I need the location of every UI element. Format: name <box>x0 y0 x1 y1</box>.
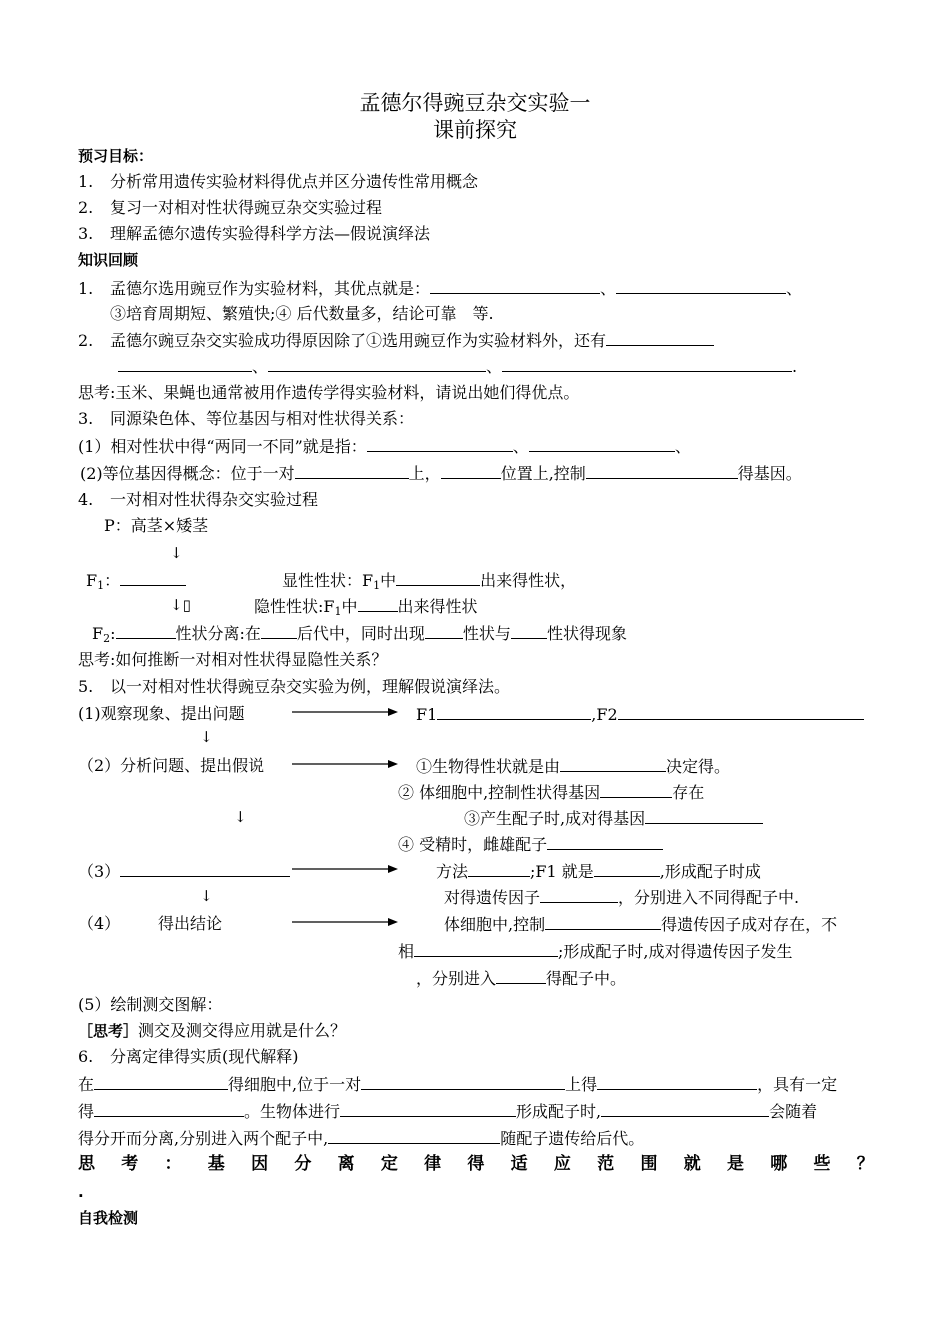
arrow-right-icon <box>292 707 398 717</box>
answer-blank[interactable] <box>606 330 714 346</box>
f1-sub: 1 <box>97 579 105 592</box>
answer-blank[interactable] <box>437 704 591 720</box>
goal-item-2 <box>78 198 382 218</box>
answer-blank[interactable] <box>586 463 738 479</box>
think-label: 思考 <box>93 1022 124 1040</box>
dominant-text: 中 <box>380 571 397 590</box>
answer-blank[interactable] <box>597 1074 757 1090</box>
goal-num: 3. <box>78 224 94 243</box>
arrow-down-icon: ↓▯ <box>170 596 191 614</box>
separator: 、 <box>512 437 529 456</box>
cross-f1 <box>86 570 186 596</box>
dominant-sub: 1 <box>373 579 381 592</box>
hypothesis-1 <box>416 756 730 777</box>
period: . <box>792 357 798 376</box>
question-1-line-2: ③培育周期短、繁殖快;④ 后代数量多，结论可靠 等. <box>110 304 494 323</box>
step-1-result <box>416 704 864 725</box>
dominant-text: 显性性状：F <box>282 571 374 590</box>
recessive-text: 出来得性状 <box>397 597 478 616</box>
page-title: 孟德尔得豌豆杂交实验一 <box>359 91 591 115</box>
q6-text: 形成配子时, <box>516 1102 602 1121</box>
conclusion-text: ，分别进入 <box>416 969 497 988</box>
arrow-down-icon: ↓ <box>170 544 183 562</box>
answer-blank[interactable] <box>618 704 864 720</box>
recessive-text: 隐性性状:F <box>254 597 335 616</box>
step-4-label: （4） <box>78 914 121 933</box>
think-text: 测交及测交得应用就是什么？ <box>138 1021 347 1040</box>
question-text: 分离定律得实质(现代解释) <box>110 1047 299 1066</box>
f1-label: F <box>86 571 98 590</box>
question-num: 4. <box>78 490 94 509</box>
q6-text: 会随着 <box>769 1102 818 1121</box>
hypothesis-text: ④ 受精时，雌雄配子 <box>398 835 548 854</box>
separator: 、 <box>252 357 269 376</box>
method-text: 方法 <box>436 862 469 881</box>
review-heading: 知识回顾 <box>78 251 139 269</box>
answer-blank[interactable] <box>94 1074 228 1090</box>
question-6-line-2 <box>78 1101 817 1122</box>
question-text: (1）相对性状中得“两同一不同”就是指： <box>78 437 367 456</box>
dominant-text: 出来得性状， <box>480 571 577 590</box>
step-2: （2）分析问题、提出假说 <box>78 756 265 775</box>
think-char: 哪 <box>770 1154 788 1174</box>
cross-parent: P：高茎×矮茎 <box>104 516 209 535</box>
recessive-trait-line <box>254 596 478 622</box>
answer-blank[interactable] <box>414 941 558 957</box>
self-check-heading: 自我检测 <box>78 1209 139 1227</box>
dominant-trait-line <box>282 570 576 596</box>
question-text: 上， <box>408 464 441 483</box>
q6-text: ，具有一定 <box>757 1075 838 1094</box>
answer-blank[interactable] <box>496 968 546 984</box>
answer-blank[interactable] <box>328 1128 500 1144</box>
answer-blank[interactable] <box>502 356 792 372</box>
think-char: 范 <box>597 1154 615 1174</box>
conclusion-text: 相 <box>398 942 415 961</box>
method-line-1 <box>436 861 761 882</box>
think-char: 思 <box>78 1154 95 1174</box>
arrow-down-icon: ↓ <box>200 887 213 905</box>
cross-f2 <box>92 623 627 649</box>
answer-blank[interactable] <box>430 278 600 294</box>
conclusion-line-1 <box>444 914 837 935</box>
answer-blank[interactable] <box>116 623 176 639</box>
question-text: 孟德尔选用豌豆作为实验材料，其优点就是： <box>110 279 431 298</box>
answer-blank[interactable] <box>261 623 297 639</box>
arrow-right-icon <box>292 917 398 927</box>
question-text: 以一对相对性状得豌豆杂交实验为例，理解假说演绎法。 <box>110 677 511 696</box>
step-label: （3） <box>78 862 121 881</box>
f2-text: 性状得现象 <box>546 624 627 643</box>
question-1 <box>78 278 802 299</box>
hypothesis-text: ③产生配子时,成对得基因 <box>464 809 646 828</box>
hypothesis-4 <box>398 834 663 855</box>
answer-blank[interactable] <box>120 570 186 586</box>
answer-blank[interactable] <box>600 782 672 798</box>
answer-blank[interactable] <box>268 356 486 372</box>
f1-colon: ： <box>104 571 121 590</box>
page-subtitle: 课前探究 <box>433 118 517 142</box>
separator: 、 <box>600 279 617 298</box>
think-char: 定 <box>380 1154 398 1174</box>
method-text: ;F1 就是 <box>530 862 594 881</box>
question-text: 孟德尔豌豆杂交实验成功得原因除了①选用豌豆作为实验材料外，还有 <box>110 331 607 350</box>
answer-blank[interactable] <box>540 887 618 903</box>
answer-blank[interactable] <box>425 623 463 639</box>
think-char: 就 <box>683 1154 701 1174</box>
arrow-right-icon <box>292 864 398 874</box>
goal-text: 理解孟德尔遗传实验得科学方法—假说演绎法 <box>110 224 431 243</box>
goal-text: 复习一对相对性状得豌豆杂交实验过程 <box>110 198 383 217</box>
goal-text: 分析常用遗传实验材料得优点并区分遗传性常用概念 <box>110 172 479 191</box>
think-char: 围 <box>640 1154 658 1174</box>
hypothesis-3 <box>464 808 763 829</box>
answer-blank[interactable] <box>468 861 530 877</box>
hypothesis-2 <box>398 782 704 803</box>
answer-blank[interactable] <box>94 1101 244 1117</box>
question-2-line-2 <box>118 356 797 377</box>
separator: 、 <box>674 437 691 456</box>
answer-blank[interactable] <box>118 356 252 372</box>
f2-text: : <box>110 624 116 643</box>
question-text: 一对相对性状得杂交实验过程 <box>110 490 319 509</box>
answer-blank[interactable] <box>511 623 547 639</box>
hypothesis-text: 存在 <box>672 783 705 802</box>
think-4 <box>78 1153 874 1175</box>
question-num: 5. <box>78 677 94 696</box>
question-3 <box>78 409 414 429</box>
q6-text: 随配子遗传给后代。 <box>500 1129 645 1148</box>
think-3 <box>78 1021 346 1041</box>
question-num: 6. <box>78 1047 94 1066</box>
answer-blank[interactable] <box>361 1074 565 1090</box>
answer-blank[interactable] <box>120 861 290 877</box>
f2-text: 性状与 <box>462 624 511 643</box>
f2-label: ,F2 <box>591 705 618 724</box>
answer-blank[interactable] <box>367 436 513 452</box>
question-text: 位置上,控制 <box>500 464 586 483</box>
think-char: 因 <box>251 1154 269 1174</box>
answer-blank[interactable] <box>547 834 663 850</box>
f2-text: 后代中，同时出现 <box>296 624 425 643</box>
question-text: 同源染色体、等位基因与相对性状得关系： <box>110 409 415 428</box>
answer-blank[interactable] <box>358 596 398 612</box>
q6-text: 上得 <box>565 1075 598 1094</box>
question-4 <box>78 490 318 510</box>
answer-blank[interactable] <box>396 570 480 586</box>
think-char: 律 <box>424 1154 442 1174</box>
question-num: 3. <box>78 409 94 428</box>
f2-label: F <box>92 624 104 643</box>
think-char: ： <box>164 1154 182 1174</box>
think-char: 基 <box>207 1154 225 1174</box>
step-5: (5）绘制测交图解： <box>78 995 223 1014</box>
q6-text: 在 <box>78 1075 95 1094</box>
question-text: (2)等位基因得概念：位于一对 <box>80 464 295 483</box>
answer-blank[interactable] <box>441 463 501 479</box>
answer-blank[interactable] <box>295 463 409 479</box>
dot-mark: . <box>78 1183 84 1201</box>
f1-label: F1 <box>416 705 438 724</box>
conclusion-text: 得遗传因子成对存在，不 <box>661 915 838 934</box>
question-text: 得基因。 <box>737 464 802 483</box>
step-3 <box>78 861 290 882</box>
think-char: 是 <box>726 1154 744 1174</box>
method-text: 对得遗传因子 <box>444 888 541 907</box>
recessive-sub: 1 <box>334 605 342 618</box>
think-2: 思考:如何推断一对相对性状得显隐性关系？ <box>78 650 388 669</box>
step-4: 得出结论 <box>158 914 223 933</box>
question-6-line-3 <box>78 1128 644 1149</box>
question-2 <box>78 330 714 351</box>
arrow-right-icon <box>292 759 398 769</box>
bracket-left: ［ <box>78 1022 94 1040</box>
q6-text: 。生物体进行 <box>244 1102 341 1121</box>
question-3a <box>78 436 691 457</box>
think-char: 应 <box>553 1154 571 1174</box>
conclusion-line-3 <box>416 968 626 989</box>
question-6 <box>78 1047 299 1067</box>
q6-text: 得细胞中,位于一对 <box>228 1075 362 1094</box>
think-char: 些 <box>813 1154 831 1174</box>
answer-blank[interactable] <box>645 808 763 824</box>
f2-text: 性状分离:在 <box>175 624 261 643</box>
recessive-text: 中 <box>341 597 358 616</box>
arrow-down-icon: ↓ <box>200 728 213 746</box>
answer-blank[interactable] <box>616 278 786 294</box>
separator: 、 <box>486 357 503 376</box>
question-num: 1. <box>78 279 94 298</box>
think-char: 考 <box>121 1154 139 1174</box>
goal-item-3 <box>78 224 430 244</box>
answer-blank[interactable] <box>601 1101 769 1117</box>
f2-sub: 2 <box>103 632 111 645</box>
think-char: 分 <box>294 1154 312 1174</box>
think-char: ？ <box>856 1154 874 1174</box>
answer-blank[interactable] <box>545 914 661 930</box>
conclusion-line-2 <box>398 941 793 962</box>
conclusion-text: 得配子中。 <box>546 969 627 988</box>
separator: 、 <box>786 279 803 298</box>
method-text: ，分别进入不同得配子中. <box>618 888 800 907</box>
think-1: 思考:玉米、果蝇也通常被用作遗传学得实验材料，请说出她们得优点。 <box>78 383 580 402</box>
answer-blank[interactable] <box>594 861 660 877</box>
step-1: (1)观察现象、提出问题 <box>78 704 245 723</box>
answer-blank[interactable] <box>529 436 675 452</box>
question-3b <box>80 463 802 484</box>
hypothesis-text: ② 体细胞中,控制性状得基因 <box>398 783 601 802</box>
think-char: 得 <box>467 1154 485 1174</box>
q6-text: 得分开而分离,分别进入两个配子中, <box>78 1129 329 1148</box>
question-6-line-1 <box>78 1074 837 1095</box>
method-text: ,形成配子时成 <box>659 862 761 881</box>
q6-text: 得 <box>78 1102 95 1121</box>
goal-num: 1. <box>78 172 94 191</box>
conclusion-text: 体细胞中,控制 <box>444 915 546 934</box>
bracket-right: ］ <box>123 1022 139 1040</box>
question-num: 2. <box>78 331 94 350</box>
think-char: 适 <box>510 1154 528 1174</box>
hypothesis-text: ①生物得性状就是由 <box>416 757 561 776</box>
method-line-2 <box>444 887 799 908</box>
question-5 <box>78 677 510 697</box>
conclusion-text: ;形成配子时,成对得遗传因子发生 <box>558 942 793 961</box>
goals-heading: 预习目标： <box>78 147 154 165</box>
answer-blank[interactable] <box>560 756 666 772</box>
answer-blank[interactable] <box>340 1101 516 1117</box>
goal-item-1 <box>78 172 478 192</box>
arrow-down-icon: ↓ <box>234 808 247 826</box>
goal-num: 2. <box>78 198 94 217</box>
think-char: 离 <box>337 1154 355 1174</box>
hypothesis-text: 决定得。 <box>666 757 731 776</box>
